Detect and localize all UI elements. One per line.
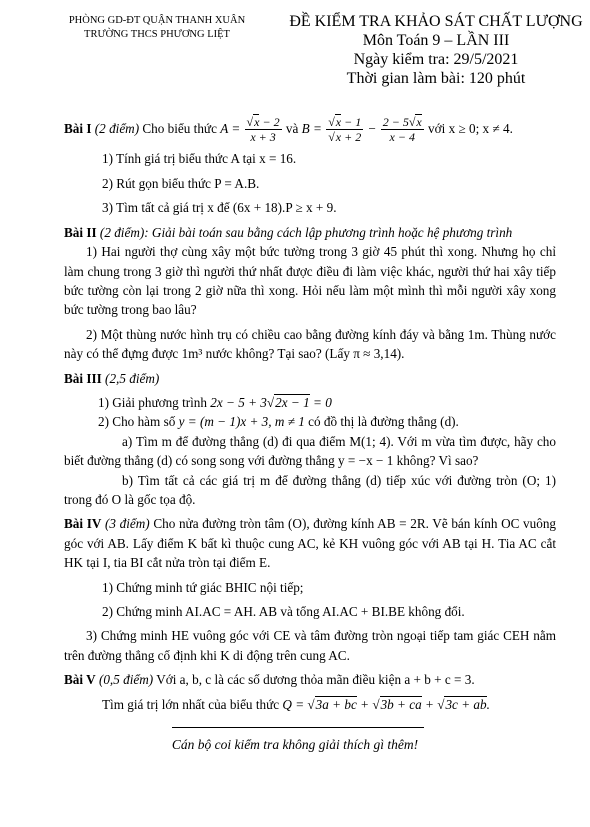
expression-a: A = √ $\frac{x - 2}{x + 3}$ [220,121,286,136]
bai3-points: (2,5 điểm) [105,370,160,386]
bai3-q1-text: 1) Giải phương trình [98,394,207,410]
bai4-q2: 2) Chứng minh AI.AC = AH. AB và tổng AI.AC + BI.BE không đổi. [102,604,465,619]
bai1-and: và [285,121,299,136]
bai3-label: Bài III [64,370,102,386]
bai2-instruction: Giải bài toán sau bằng cách lập phương trình hoặc hệ phương trình [151,224,513,240]
bai1-label: Bài I [64,121,92,136]
bai5-label: Bài V [64,672,96,688]
bai5-q-text: Tìm giá trị lớn nhất của biểu thức [102,696,280,712]
expression-b: B = √ x − 1 √ x + 2 − $\frac{2 - 5√ x}{x - 4}$ [302,121,428,136]
bai4-label: Bài IV [64,516,102,532]
bai3-function: y = (m − 1)x + 3, m ≠ 1 [178,414,305,430]
bai2-q1: 1) Hai người thợ cùng xây một bức tường trong 3 giờ 45 phút thì xong. Nhưng họ chỉ làm chung trong 3 giờ thì người thứ nhất được điều đi làm việc khác, người thứ hai xây tiếp bức tường còn lại trong 2 giờ nữa thì xong. Hỏi nếu làm một mình thì mỗi người xây xong bức tường trong bao lâu? [64,244,556,318]
expression-q: Q = √ 3a + bc + √ 3b + ca + √ 3c + ab. [282,696,490,712]
bai4-text: Cho nửa đường tròn tâm (O), đường kính AB = 2R. Vẽ bán kính OC vuông góc với AB. Lấy điểm K bất kì thuộc cung AC, kẻ KH vuông góc với AB tại H. Tia AC cắt HK tại I, tia BI cắt nửa tròn tại điểm E. [64,516,557,571]
bai5-points: (0,5 điểm) [98,672,154,688]
exam-subject: Môn Toán 9 – LẦN III [362,32,510,49]
bai5-statement [64,670,556,689]
footer-divider [172,727,424,728]
school-name: TRƯỜNG THCS PHƯƠNG LIỆT [84,29,230,40]
bai2-points: (2 điểm): [99,224,149,240]
bai1-statement [64,114,556,144]
exam-duration: Thời gian làm bài: 120 phút [346,70,526,87]
bai1-points: (2 điểm) [94,121,140,136]
bai3-q1 [64,393,556,412]
bai5-text: Với a, b, c là các số dương thỏa mãn điều kiện a + b + c = 3. [156,672,475,688]
bai4-q1: 1) Chứng minh tứ giác BHIC nội tiếp; [102,579,304,595]
bai1-q1: 1) Tính giá trị biểu thức A tại x = 16. [102,151,297,167]
bai1-intro: Cho biểu thức [142,121,217,136]
footer-note: Cán bộ coi kiểm tra không giải thích gì thêm! [171,737,419,752]
bai3-statement [64,369,556,388]
bai1-q3: 3) Tìm tất cả giá trị x để (6x + 18).P ≥ x + 9. [102,200,337,216]
bai2-statement [64,223,556,242]
exam-title: ĐỀ KIỂM TRA KHẢO SÁT CHẤT LƯỢNG [289,13,583,30]
bai1-condition: với x ≥ 0; x ≠ 4. [428,121,513,136]
bai3-equation: 2x − 5 + 3√ 2x − 1 = 0 [210,394,332,410]
bai3-qa: a) Tìm m để đường thẳng (d) đi qua điểm M(1; 4). Với m vừa tìm được, hãy cho biết đường thẳng (d) có song song với đường thẳng y = −x − 1 không? Vì sao? [64,433,556,469]
bai2-label: Bài II [64,224,97,240]
bai5-q [64,695,556,714]
bai4-statement [64,514,556,572]
bai3-q2-text: 2) Cho hàm số [98,414,176,430]
exam-date: Ngày kiểm tra: 29/5/2021 [353,51,519,68]
bai3-q2-tail: có đồ thị là đường thẳng (d). [308,414,459,430]
exam-content [64,114,556,714]
bai4-points: (3 điểm) [105,516,150,532]
bai1-q2: 2) Rút gọn biểu thức P = A.B. [102,175,260,191]
bai4-q3: 3) Chứng minh HE vuông góc với CE và tâm đường tròn ngoại tiếp tam giác CEH nằm trên đường thẳng cố định khi K di động trên cung AC. [64,628,556,663]
bai3-q2 [64,412,556,431]
bai3-qb: b) Tìm tất cả các giá trị m để đường thẳng (d) tiếp xúc với đường tròn (O; 1) trong đó O là gốc tọa độ. [64,472,556,507]
bai2-q2: 2) Một thùng nước hình trụ có chiều cao bằng đường kính đáy và bằng 1m. Thùng nước này có thể đựng được 1m³ nước không? Tại sao? (Lấy π ≈ 3,14). [64,326,556,362]
exam-header [0,14,590,104]
department-name: PHÒNG GD-ĐT QUẬN THANH XUÂN [68,15,246,26]
